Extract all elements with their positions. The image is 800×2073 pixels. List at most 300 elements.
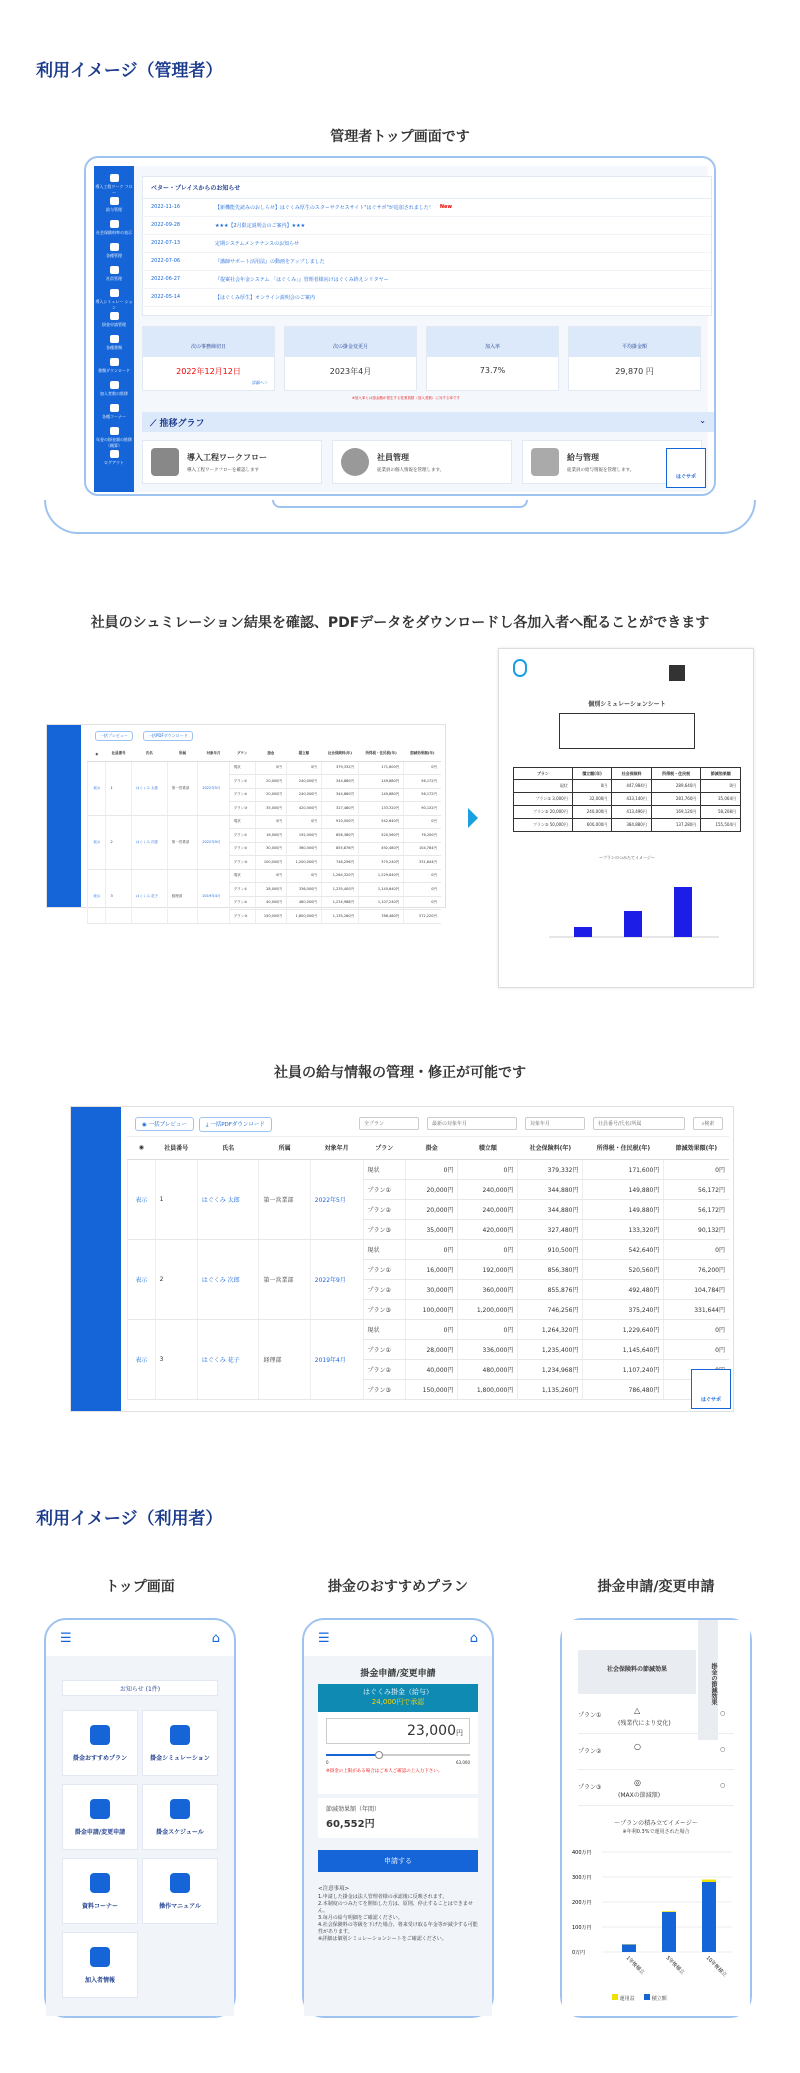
pdf-cell: 447,984円 xyxy=(612,780,652,793)
table-cell: 344,880円 xyxy=(321,788,358,802)
table-cell: プラン① xyxy=(229,829,255,843)
pdf-cell: 384,880円 xyxy=(612,819,652,832)
x-tick: 10年後積立 xyxy=(704,1955,728,1979)
search-button[interactable] xyxy=(693,1117,723,1130)
show-link[interactable]: 表示 xyxy=(128,1319,156,1399)
tile-icon xyxy=(170,1873,190,1893)
hagusapo-badge[interactable] xyxy=(666,448,706,488)
radio-icon[interactable]: ○ xyxy=(720,1746,726,1753)
home-icon[interactable]: ⌂ xyxy=(469,1630,478,1646)
table-cell: 344,880円 xyxy=(321,775,358,789)
target-month[interactable]: 2022年5月 xyxy=(310,1159,363,1239)
table-cell: 0円 xyxy=(458,1239,518,1259)
sidebar-item[interactable] xyxy=(94,358,134,381)
tile-icon xyxy=(90,1947,110,1967)
chevron-down-icon: ⌄ xyxy=(699,416,706,425)
apply-heading: 掛金申請/変更申請 xyxy=(360,1669,436,1679)
table-cell: 40,000円 xyxy=(255,896,286,910)
workflow-icon xyxy=(151,448,179,476)
table-cell: 1,264,320円 xyxy=(518,1319,583,1339)
sidebar-item[interactable] xyxy=(94,289,134,312)
qr-code-icon xyxy=(669,665,685,681)
table-cell: 28,000円 xyxy=(255,883,286,897)
plan-select[interactable]: 全プラン xyxy=(359,1117,419,1130)
pdf-bar-2 xyxy=(624,911,642,937)
employee-name[interactable]: はぐくみ 太郎 xyxy=(197,1159,259,1239)
table-cell: 1,234,968円 xyxy=(518,1359,583,1379)
employee-no: 3 xyxy=(155,1319,197,1399)
hagusapo-badge[interactable] xyxy=(691,1369,731,1409)
table-cell: 56,172円 xyxy=(404,788,441,802)
tile-label: 加入者情報 xyxy=(84,1977,115,1984)
stat-value: 73.7% xyxy=(479,366,506,375)
show-link[interactable]: 表示 xyxy=(128,1159,156,1239)
sidebar-item[interactable] xyxy=(94,381,134,404)
table-cell: 379,332円 xyxy=(321,761,358,775)
table-cell: 746,256円 xyxy=(518,1299,583,1319)
tile[interactable] xyxy=(142,1858,218,1924)
arrow-right-icon xyxy=(468,808,478,828)
phone1-caption: トップ画面 xyxy=(105,1579,175,1595)
tile[interactable] xyxy=(62,1932,138,1998)
table-row xyxy=(128,1159,730,1179)
employee-dept: 第一営業部 xyxy=(167,761,198,815)
card-title: 社員管理 xyxy=(377,452,409,462)
table-cell: 28,000円 xyxy=(406,1339,458,1359)
table-cell: 104,784円 xyxy=(404,842,441,856)
laptop-notch xyxy=(272,500,528,508)
table-cell: 360,000円 xyxy=(458,1279,518,1299)
pdf-col-header: 積立額(年) xyxy=(572,768,612,780)
table-cell: 572,220円 xyxy=(404,910,441,924)
column-header: 掛金 xyxy=(406,1137,458,1159)
table-cell: 0円 xyxy=(664,1319,729,1339)
bar-積立額 xyxy=(662,1912,676,1952)
phone3-body xyxy=(562,1620,750,2016)
table-cell: 0円 xyxy=(404,761,441,775)
menu-icon[interactable]: ☰ xyxy=(318,1630,330,1646)
target-month-input[interactable]: 対象年月 xyxy=(525,1117,585,1130)
salary-toolbar xyxy=(127,1107,729,1137)
target-month[interactable]: 2022年5月 xyxy=(198,761,229,815)
table-cell: 1,135,260円 xyxy=(321,910,358,924)
table-cell: 331,644円 xyxy=(404,856,441,870)
stat-next-deadline xyxy=(142,326,275,391)
table-cell: 16,000円 xyxy=(255,829,286,843)
employee-no: 1 xyxy=(155,1159,197,1239)
table-cell: 1,107,240円 xyxy=(359,896,404,910)
sidebar-item[interactable] xyxy=(94,220,134,243)
news-box xyxy=(142,176,712,316)
eye-icon: ◉ xyxy=(128,1137,156,1159)
pdf-chart xyxy=(529,867,729,947)
sidebar-label: 各種コーナー xyxy=(102,414,126,419)
table-row xyxy=(88,761,442,775)
table-cell: プラン② xyxy=(363,1279,406,1299)
table-cell: 30,000円 xyxy=(406,1279,458,1299)
table-cell: 1,800,000円 xyxy=(286,910,321,924)
table-row xyxy=(128,1239,730,1259)
column-header: 対象年月 xyxy=(198,747,229,761)
table-cell: 0円 xyxy=(404,883,441,897)
news-row[interactable] xyxy=(143,289,711,307)
table-cell: 0円 xyxy=(458,1319,518,1339)
pdf-cell: 240,000円 xyxy=(572,806,612,819)
table-cell: 856,380円 xyxy=(321,829,358,843)
sidebar-item[interactable] xyxy=(94,427,134,450)
section-title-admin: 利用イメージ（管理者） xyxy=(36,61,223,81)
tile-label: 掛金シミュレーション xyxy=(150,1755,210,1762)
notes-text: 1.申請した掛金は法人管理者様の承認後に反映されます。 2.本制度のつみたてを開始した方は、原則、停止することはできません。 3.毎月の給与明細をご確認ください。 4.社会保険料の等級を下げた場合、将来受け取る年金等が減少する可能性があります。 ※詳細は個別シミュレーションシートをご確認ください。 xyxy=(318,1894,478,1942)
table-cell: 240,000円 xyxy=(286,775,321,789)
news-date: 2022-09-28 xyxy=(151,222,181,228)
employee-dept: 経理部 xyxy=(167,869,198,923)
table-cell: 856,380円 xyxy=(518,1259,583,1279)
pdf-plan-box xyxy=(559,713,695,749)
table-cell: 336,000円 xyxy=(286,883,321,897)
card-desc: 導入工程ワークフローを確認します xyxy=(187,467,259,473)
pdf-download-button[interactable] xyxy=(199,1117,272,1132)
table-cell: 16,000円 xyxy=(406,1259,458,1279)
card-desc: 従業員の個人情報を管理します。 xyxy=(377,467,445,473)
bar-運用益 xyxy=(662,1911,676,1912)
target-month[interactable]: 2019年4月 xyxy=(198,869,229,923)
amount-panel xyxy=(318,1712,478,1794)
news-row[interactable] xyxy=(143,235,711,253)
target-month[interactable]: 2019年4月 xyxy=(310,1319,363,1399)
logo-icon xyxy=(513,659,527,677)
sidebar-label: 掛金申請管理 xyxy=(102,322,126,327)
amount-slider[interactable] xyxy=(326,1754,470,1756)
home-icon[interactable]: ⌂ xyxy=(211,1630,220,1646)
sidebar-label: 加入者数の推移 xyxy=(100,391,128,396)
notice-bar[interactable]: お知らせ (1件) xyxy=(62,1680,218,1696)
table-cell: 1,229,640円 xyxy=(359,869,404,883)
stat-detail-link[interactable]: 詳細ヘ＞ xyxy=(252,380,268,385)
x-tick: 1年後積立 xyxy=(624,1955,646,1976)
stat-value: 29,870 円 xyxy=(615,367,654,376)
slider-handle[interactable] xyxy=(375,1751,383,1759)
stat-value: 2022年12月12日 xyxy=(176,367,241,376)
radio-icon[interactable]: ○ xyxy=(720,1710,726,1717)
month-select[interactable]: 最新の対象年月 xyxy=(427,1117,517,1130)
stat-average xyxy=(568,326,701,391)
table-row xyxy=(128,1319,730,1339)
news-text: 【はぐくみ厚生】オンライン説明会のご案内 xyxy=(215,295,315,301)
plan-mark: ○ xyxy=(634,1742,641,1751)
bar-運用益 xyxy=(702,1880,716,1883)
pdf-cell: 32,000円 xyxy=(572,793,612,806)
table-cell: 492,480円 xyxy=(359,842,404,856)
amount-unit: 円 xyxy=(456,1729,463,1737)
table-cell: 0円 xyxy=(406,1239,458,1259)
effect-value: 60,552円 xyxy=(326,1819,375,1830)
table-cell: 171,600円 xyxy=(583,1159,664,1179)
news-row[interactable] xyxy=(143,253,711,271)
table-cell: 0円 xyxy=(286,761,321,775)
sim-subtitle: 社員のシュミレーション結果を確認、PDFデータをダウンロードし各加入者へ配ることができます xyxy=(90,615,710,631)
table-cell: 1,235,400円 xyxy=(321,883,358,897)
table-cell: 192,000円 xyxy=(286,829,321,843)
tile[interactable] xyxy=(142,1784,218,1850)
preview-button[interactable]: 一括プレビュー xyxy=(95,731,133,741)
badge-label: はぐサポ xyxy=(700,1397,721,1403)
news-text: 『提案社会年金システム 「はぐくみ」』管理者様向けはぐくみ終えンリタヤー xyxy=(215,277,389,283)
table-cell: 56,172円 xyxy=(664,1179,729,1199)
news-date: 2022-05-14 xyxy=(151,294,181,300)
table-cell: 56,172円 xyxy=(404,775,441,789)
show-link[interactable]: 表示 xyxy=(128,1239,156,1319)
amount-value: 23,000 xyxy=(407,1723,456,1739)
new-badge: New xyxy=(439,204,453,210)
table-cell: 35,000円 xyxy=(255,802,286,816)
table-cell: 375,240円 xyxy=(359,856,404,870)
table-cell: 149,880円 xyxy=(359,788,404,802)
table-cell: 520,560円 xyxy=(583,1259,664,1279)
pdf-bar-1 xyxy=(574,927,592,937)
sidebar-icon xyxy=(110,266,119,274)
table-cell: 1,135,260円 xyxy=(518,1379,583,1399)
sidebar-icon xyxy=(110,358,119,366)
table-cell: プラン① xyxy=(363,1179,406,1199)
sidebar-item[interactable] xyxy=(94,335,134,358)
pdf-cell: 35,064円 xyxy=(701,793,741,806)
tile[interactable] xyxy=(62,1858,138,1924)
pdf-cell: プラン① 3,000円 xyxy=(514,793,573,806)
table-cell: プラン② xyxy=(229,842,255,856)
y-tick: 100万円 xyxy=(572,1925,592,1931)
pdf-cell: 0円 xyxy=(572,780,612,793)
employee-no: 2 xyxy=(106,815,131,869)
table-cell: 149,880円 xyxy=(359,775,404,789)
stat-label: 加入率 xyxy=(427,327,558,357)
employee-name[interactable]: はぐくみ 太郎 xyxy=(131,761,167,815)
tile-label: 掛金おすすめプラン xyxy=(72,1755,128,1762)
table-cell: 0円 xyxy=(286,869,321,883)
download-icon: ⤓ xyxy=(206,1122,211,1128)
card-employee[interactable] xyxy=(332,440,512,484)
sidebar-icon xyxy=(110,220,119,228)
table-cell: 240,000円 xyxy=(286,788,321,802)
sim-table-wrap xyxy=(87,729,441,924)
tile[interactable] xyxy=(62,1784,138,1850)
table-cell: 1,200,000円 xyxy=(286,856,321,870)
phone2-body xyxy=(304,1656,492,2016)
table-cell: 240,000円 xyxy=(458,1199,518,1219)
plan-label: プラン② xyxy=(578,1748,602,1755)
employee-name[interactable]: はぐくみ 次郎 xyxy=(131,815,167,869)
table-cell: 1,234,968円 xyxy=(321,896,358,910)
bar-積立額 xyxy=(702,1882,716,1952)
amount-input[interactable] xyxy=(326,1718,470,1744)
sidebar-label: 書類ダウンロード xyxy=(98,368,130,373)
table-cell: 855,876円 xyxy=(518,1279,583,1299)
employee-name[interactable]: はぐくみ 花子 xyxy=(131,869,167,923)
y-tick: 200万円 xyxy=(572,1900,592,1906)
tile-icon xyxy=(170,1799,190,1819)
sidebar-label: 導入シミュレー ション xyxy=(95,299,133,310)
sidebar-label: 各種管理 xyxy=(106,253,122,258)
table-cell: 1,264,320円 xyxy=(321,869,358,883)
table-cell: 0円 xyxy=(664,1239,729,1259)
submit-button[interactable]: 申請する xyxy=(318,1850,478,1872)
notes-title: <注意事項> xyxy=(318,1886,350,1892)
news-header: ベター・プレイスからのお知らせ xyxy=(143,177,711,199)
table-cell: 0円 xyxy=(404,896,441,910)
card-workflow[interactable] xyxy=(142,440,322,484)
tile-label: 掛金申請/変更申請 xyxy=(74,1829,126,1836)
tile-icon xyxy=(90,1873,110,1893)
sidebar-label: 社会保険料率の表示 xyxy=(96,230,132,235)
target-month[interactable]: 2022年9月 xyxy=(310,1239,363,1319)
card-title: 導入工程ワークフロー xyxy=(187,452,267,462)
plan-banner xyxy=(318,1684,478,1712)
table-cell: 542,640円 xyxy=(583,1239,664,1259)
table-cell: 171,600円 xyxy=(359,761,404,775)
pdf-cell: 0円 xyxy=(701,780,741,793)
card-desc: 従業員の給与情報を管理します。 xyxy=(567,467,635,473)
stat-value: 2023年4月 xyxy=(329,367,372,376)
column-header: 所属 xyxy=(259,1137,310,1159)
table-cell: 360,000円 xyxy=(286,842,321,856)
pdf-table-wrap xyxy=(513,767,741,832)
laptop-screen xyxy=(84,156,716,496)
tile-label: 掛金スケジュール xyxy=(156,1829,204,1836)
pdf-cell: 137,280円 xyxy=(651,819,701,832)
sidebar-icon xyxy=(110,404,119,412)
table-cell: 855,876円 xyxy=(321,842,358,856)
preview-button[interactable] xyxy=(135,1117,194,1131)
sidebar-item[interactable] xyxy=(94,243,134,266)
sidebar-label: 年金の掛金額の推移（概算） xyxy=(96,437,132,448)
news-row[interactable] xyxy=(143,199,711,217)
show-link[interactable]: 表示 xyxy=(88,761,106,815)
salary-table xyxy=(127,1137,729,1400)
table-cell: 375,240円 xyxy=(583,1299,664,1319)
employee-dept: 経理部 xyxy=(259,1319,310,1399)
pdf-row xyxy=(514,780,741,793)
news-text: ★★★【2月限定説明会のご案内】★★★ xyxy=(215,223,306,229)
sidebar-item[interactable] xyxy=(94,312,134,335)
news-date: 2022-07-06 xyxy=(151,258,181,264)
effect-label: 節減効果額（年間） xyxy=(326,1806,381,1813)
sidebar-icon xyxy=(110,312,119,320)
table-cell: 1,200,000円 xyxy=(458,1299,518,1319)
bar-積立額 xyxy=(622,1945,636,1953)
plan-label: プラン① xyxy=(578,1712,602,1719)
show-link[interactable]: 表示 xyxy=(88,815,106,869)
table-cell: 327,480円 xyxy=(321,802,358,816)
news-row[interactable] xyxy=(143,217,711,235)
sidebar-item[interactable] xyxy=(94,266,134,289)
table-cell: 90,132円 xyxy=(404,802,441,816)
tile[interactable] xyxy=(62,1710,138,1776)
news-row[interactable] xyxy=(143,271,711,289)
graph-toggle[interactable] xyxy=(142,412,714,432)
employee-no: 1 xyxy=(106,761,131,815)
employee-dept: 第一営業部 xyxy=(167,815,198,869)
sidebar-icon xyxy=(110,450,119,458)
menu-icon[interactable]: ☰ xyxy=(60,1630,72,1646)
tile-label: 資料コーナー xyxy=(81,1903,118,1910)
pdf-bar-3 xyxy=(674,887,692,937)
legend-swatch xyxy=(644,1994,650,2000)
table-cell: 1,800,000円 xyxy=(458,1379,518,1399)
pdf-label: 一括PDFダウンロード xyxy=(210,1122,265,1128)
admin-dashboard xyxy=(94,166,708,492)
search-input[interactable]: 社員番号/氏名/所属 xyxy=(593,1117,685,1130)
table-cell: 542,640円 xyxy=(359,815,404,829)
pdf-row xyxy=(514,819,741,832)
pdf-col-header: 所得税・住民税 xyxy=(651,768,701,780)
table-cell: 420,000円 xyxy=(286,802,321,816)
sidebar-item[interactable] xyxy=(94,174,134,197)
table-cell: 344,880円 xyxy=(518,1199,583,1219)
salary-main xyxy=(127,1107,729,1413)
tile-icon xyxy=(170,1725,190,1745)
employee-name[interactable]: はぐくみ 次郎 xyxy=(197,1239,259,1319)
news-date: 2022-06-27 xyxy=(151,276,181,282)
table-cell: プラン① xyxy=(363,1339,406,1359)
column-header: 所属 xyxy=(167,747,198,761)
table-cell: プラン③ xyxy=(363,1299,406,1319)
stats-note: ※加入率とは掛金額が発生する従業員数（加入者数）に対する率です xyxy=(352,396,460,400)
y-tick: 0万円 xyxy=(572,1950,586,1956)
table-cell: 0円 xyxy=(458,1159,518,1179)
show-link[interactable]: 表示 xyxy=(88,869,106,923)
column-header: プラン xyxy=(229,747,255,761)
pdf-download-button[interactable]: 一括PDFダウンロード xyxy=(143,731,193,741)
sidebar-item[interactable] xyxy=(94,404,134,427)
banner-sub: 24,000円で承認 xyxy=(371,1698,425,1706)
plan-row xyxy=(578,1700,734,1734)
column-header: 積立額 xyxy=(286,747,321,761)
pdf-cell: 433,140円 xyxy=(612,793,652,806)
stat-label: 次の事務締切日 xyxy=(143,327,274,357)
table-cell: 現状 xyxy=(363,1239,406,1259)
eye-icon: ◉ xyxy=(142,1122,149,1128)
table-cell: 0円 xyxy=(406,1319,458,1339)
employee-dept: 第一営業部 xyxy=(259,1159,310,1239)
pdf-row xyxy=(514,806,741,819)
sidebar-label: ログアウト xyxy=(104,460,124,465)
pdf-cell: 413,496円 xyxy=(612,806,652,819)
sidebar-item[interactable] xyxy=(94,450,134,473)
employee-no: 2 xyxy=(155,1239,197,1319)
radio-icon[interactable]: ○ xyxy=(720,1782,726,1789)
table-cell: 0円 xyxy=(255,869,286,883)
people-icon xyxy=(341,448,369,476)
sidebar-item[interactable] xyxy=(94,197,134,220)
plan-note: (MAXの節減額) xyxy=(618,1792,661,1799)
column-header: 社員番号 xyxy=(155,1137,197,1159)
tile[interactable] xyxy=(142,1710,218,1776)
table-cell: 0円 xyxy=(406,1159,458,1179)
phone-top-screen xyxy=(44,1618,236,2018)
employee-name[interactable]: はぐくみ 花子 xyxy=(197,1319,259,1399)
table-cell: プラン③ xyxy=(229,910,255,924)
pdf-title: 個別シミュレーションシート xyxy=(588,701,666,708)
pdf-col-header: 社会保険料 xyxy=(612,768,652,780)
table-cell: 331,644円 xyxy=(664,1299,729,1319)
table-cell: プラン① xyxy=(363,1259,406,1279)
table-cell: 現状 xyxy=(229,761,255,775)
legend-label: 運用益 xyxy=(619,1996,635,2002)
column-header: 氏名 xyxy=(197,1137,259,1159)
target-month[interactable]: 2022年9月 xyxy=(198,815,229,869)
table-cell: 56,172円 xyxy=(664,1199,729,1219)
table-cell: 149,880円 xyxy=(583,1199,664,1219)
